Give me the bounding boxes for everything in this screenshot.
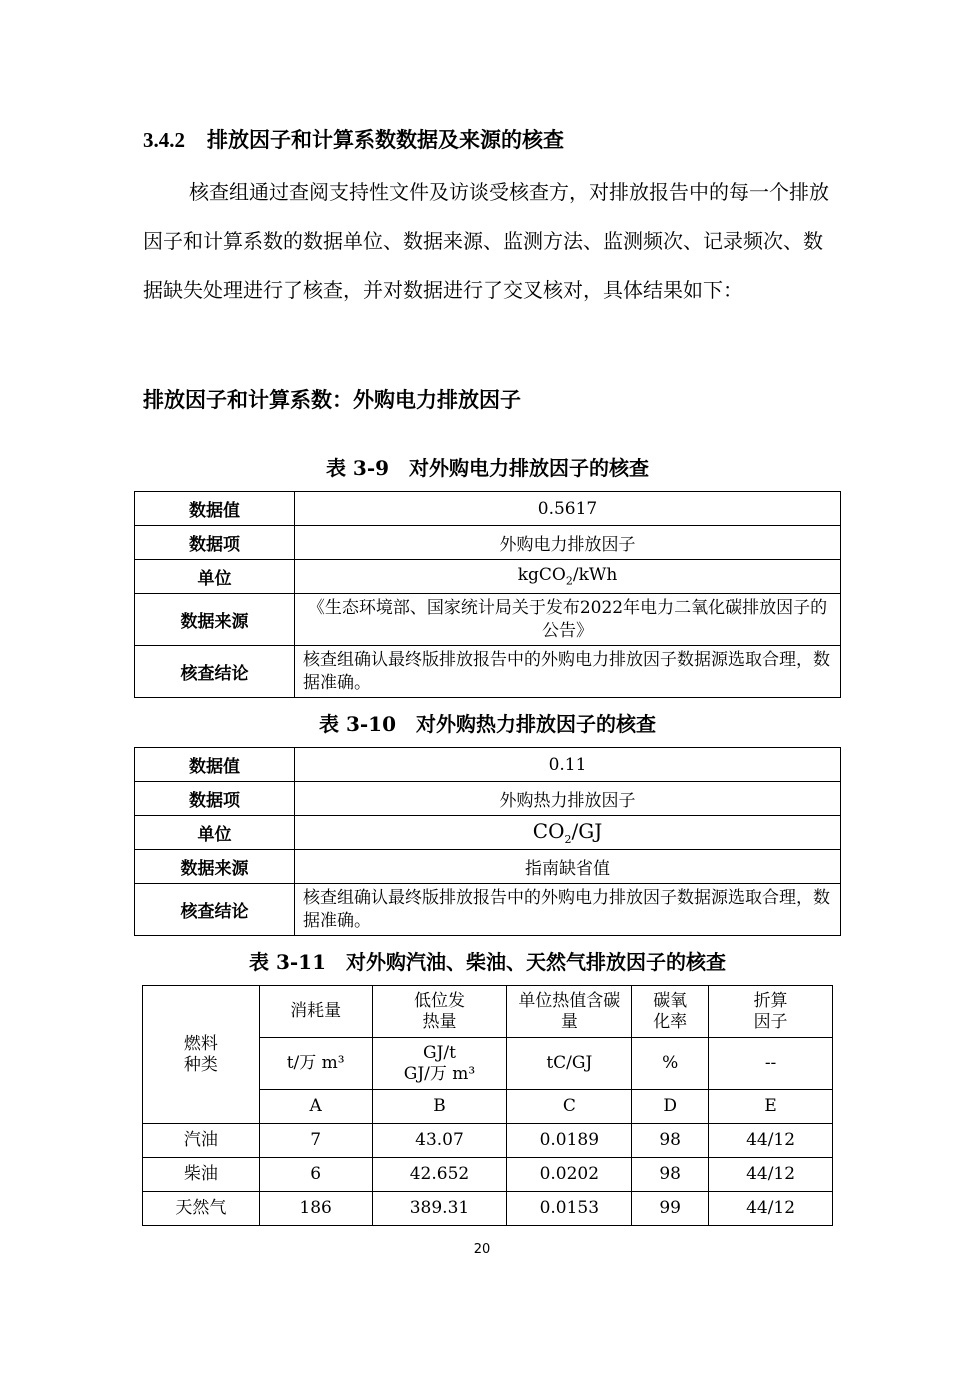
table-cell: 98 [632, 1158, 709, 1192]
unit-text: CO [532, 819, 565, 843]
table9-caption [134, 452, 841, 481]
header-consumption: 消耗量 [259, 986, 372, 1038]
header-heating-value: 低位发 热量 [372, 986, 507, 1038]
unit-cell: -- [709, 1038, 833, 1090]
table-row [135, 748, 841, 782]
table-cell-value: 核查组确认最终版排放报告中的外购电力排放因子数据源选取合理，数据准确。 [295, 646, 841, 698]
table9-caption-text: 对外购电力排放因子的核查 [409, 456, 650, 480]
fuel-type-header: 燃料 种类 [143, 986, 260, 1124]
table-row [135, 526, 841, 560]
table11-caption-number: 表 3-11 [248, 950, 326, 974]
table-cell-label: 数据值 [135, 748, 295, 782]
sub-heading: 排放因子和计算系数：外购电力排放因子 [143, 387, 521, 412]
table-row [135, 646, 841, 698]
table-cell-label: 数据来源 [135, 594, 295, 646]
table-cell-label: 数据来源 [135, 850, 295, 884]
fuel-name-cell: 柴油 [143, 1158, 260, 1192]
table-cell: 0.0153 [507, 1192, 632, 1226]
table10 [134, 747, 841, 936]
table-cell-value [295, 560, 841, 594]
table-cell-value: 外购电力排放因子 [295, 526, 841, 560]
table10-caption [134, 708, 841, 737]
table-row [135, 884, 841, 936]
unit-subscript: 2 [565, 574, 573, 588]
table-cell: 6 [259, 1158, 372, 1192]
unit-text: kgCO [517, 565, 566, 586]
section-heading [143, 124, 564, 154]
letter-cell: D [632, 1090, 709, 1124]
table-cell: 99 [632, 1192, 709, 1226]
table-cell-value [295, 816, 841, 850]
table-cell: 7 [259, 1124, 372, 1158]
table-row [135, 816, 841, 850]
body-paragraph [143, 168, 833, 315]
table-cell-value: 《生态环境部、国家统计局关于发布2022年电力二氧化碳排放因子的公告》 [295, 594, 841, 646]
table-cell-label: 核查结论 [135, 884, 295, 936]
unit-cell: tC/GJ [507, 1038, 632, 1090]
table-cell: 0.0202 [507, 1158, 632, 1192]
table-row [135, 560, 841, 594]
table-cell-label: 单位 [135, 816, 295, 850]
header-oxidation-rate: 碳氧 化率 [632, 986, 709, 1038]
table-cell-value: 0.5617 [295, 492, 841, 526]
section-title: 排放因子和计算系数数据及来源的核查 [207, 127, 564, 152]
header-carbon-content: 单位热值含碳 量 [507, 986, 632, 1038]
table-row [135, 594, 841, 646]
page-number: 20 [473, 1242, 491, 1257]
table-cell-value: 外购热力排放因子 [295, 782, 841, 816]
unit-subscript: 2 [564, 833, 572, 846]
letter-cell: A [259, 1090, 372, 1124]
table9-caption-number: 表 3-9 [325, 456, 390, 480]
table11-caption [134, 946, 841, 975]
table-cell: 0.0189 [507, 1124, 632, 1158]
table-cell: 186 [259, 1192, 372, 1226]
table-cell: 44/12 [709, 1192, 833, 1226]
table-row [143, 1192, 833, 1226]
table-cell: 98 [632, 1124, 709, 1158]
table-cell: 44/12 [709, 1158, 833, 1192]
table-row [143, 1124, 833, 1158]
table10-caption-number: 表 3-10 [318, 712, 396, 736]
unit-cell: t/万 m³ [259, 1038, 372, 1090]
table10-caption-text: 对外购热力排放因子的核查 [416, 712, 656, 736]
table11-caption-text: 对外购汽油、柴油、天然气排放因子的核查 [346, 950, 726, 974]
table-cell-label: 核查结论 [135, 646, 295, 698]
table9 [134, 491, 841, 698]
unit-cell: GJ/t GJ/万 m³ [372, 1038, 507, 1090]
fuel-name-cell: 汽油 [143, 1124, 260, 1158]
table-cell: 43.07 [372, 1124, 507, 1158]
table-cell-value: 指南缺省值 [295, 850, 841, 884]
table-cell-value: 0.11 [295, 748, 841, 782]
table-cell: 389.31 [372, 1192, 507, 1226]
header-conversion-factor: 折算 因子 [709, 986, 833, 1038]
table-cell-label: 单位 [135, 560, 295, 594]
table-cell-label: 数据项 [135, 526, 295, 560]
table-cell-label: 数据项 [135, 782, 295, 816]
letter-cell: E [709, 1090, 833, 1124]
table-row [135, 492, 841, 526]
table-cell: 44/12 [709, 1124, 833, 1158]
letter-cell: B [372, 1090, 507, 1124]
table-header-row [143, 986, 833, 1038]
unit-text: /kWh [572, 565, 618, 586]
table-cell: 42.652 [372, 1158, 507, 1192]
fuel-name-cell: 天然气 [143, 1192, 260, 1226]
unit-cell: % [632, 1038, 709, 1090]
table-cell-value: 核查组确认最终版排放报告中的外购电力排放因子数据源选取合理，数据准确。 [295, 884, 841, 936]
unit-text: /GJ [571, 819, 603, 843]
table-row [135, 850, 841, 884]
paragraph-text: 核查组通过查阅支持性文件及访谈受核查方，对排放报告中的每一个排放因子和计算系数的数据单位、数据来源、监测方法、监测频次、记录频次、数据缺失处理进行了核查，并对数据进行了交叉核对，具体结果如下： [143, 180, 829, 302]
table11 [142, 985, 833, 1226]
table-row [143, 1158, 833, 1192]
letter-cell: C [507, 1090, 632, 1124]
table-cell-label: 数据值 [135, 492, 295, 526]
table-row [135, 782, 841, 816]
section-number: 3.4.2 [143, 128, 185, 152]
